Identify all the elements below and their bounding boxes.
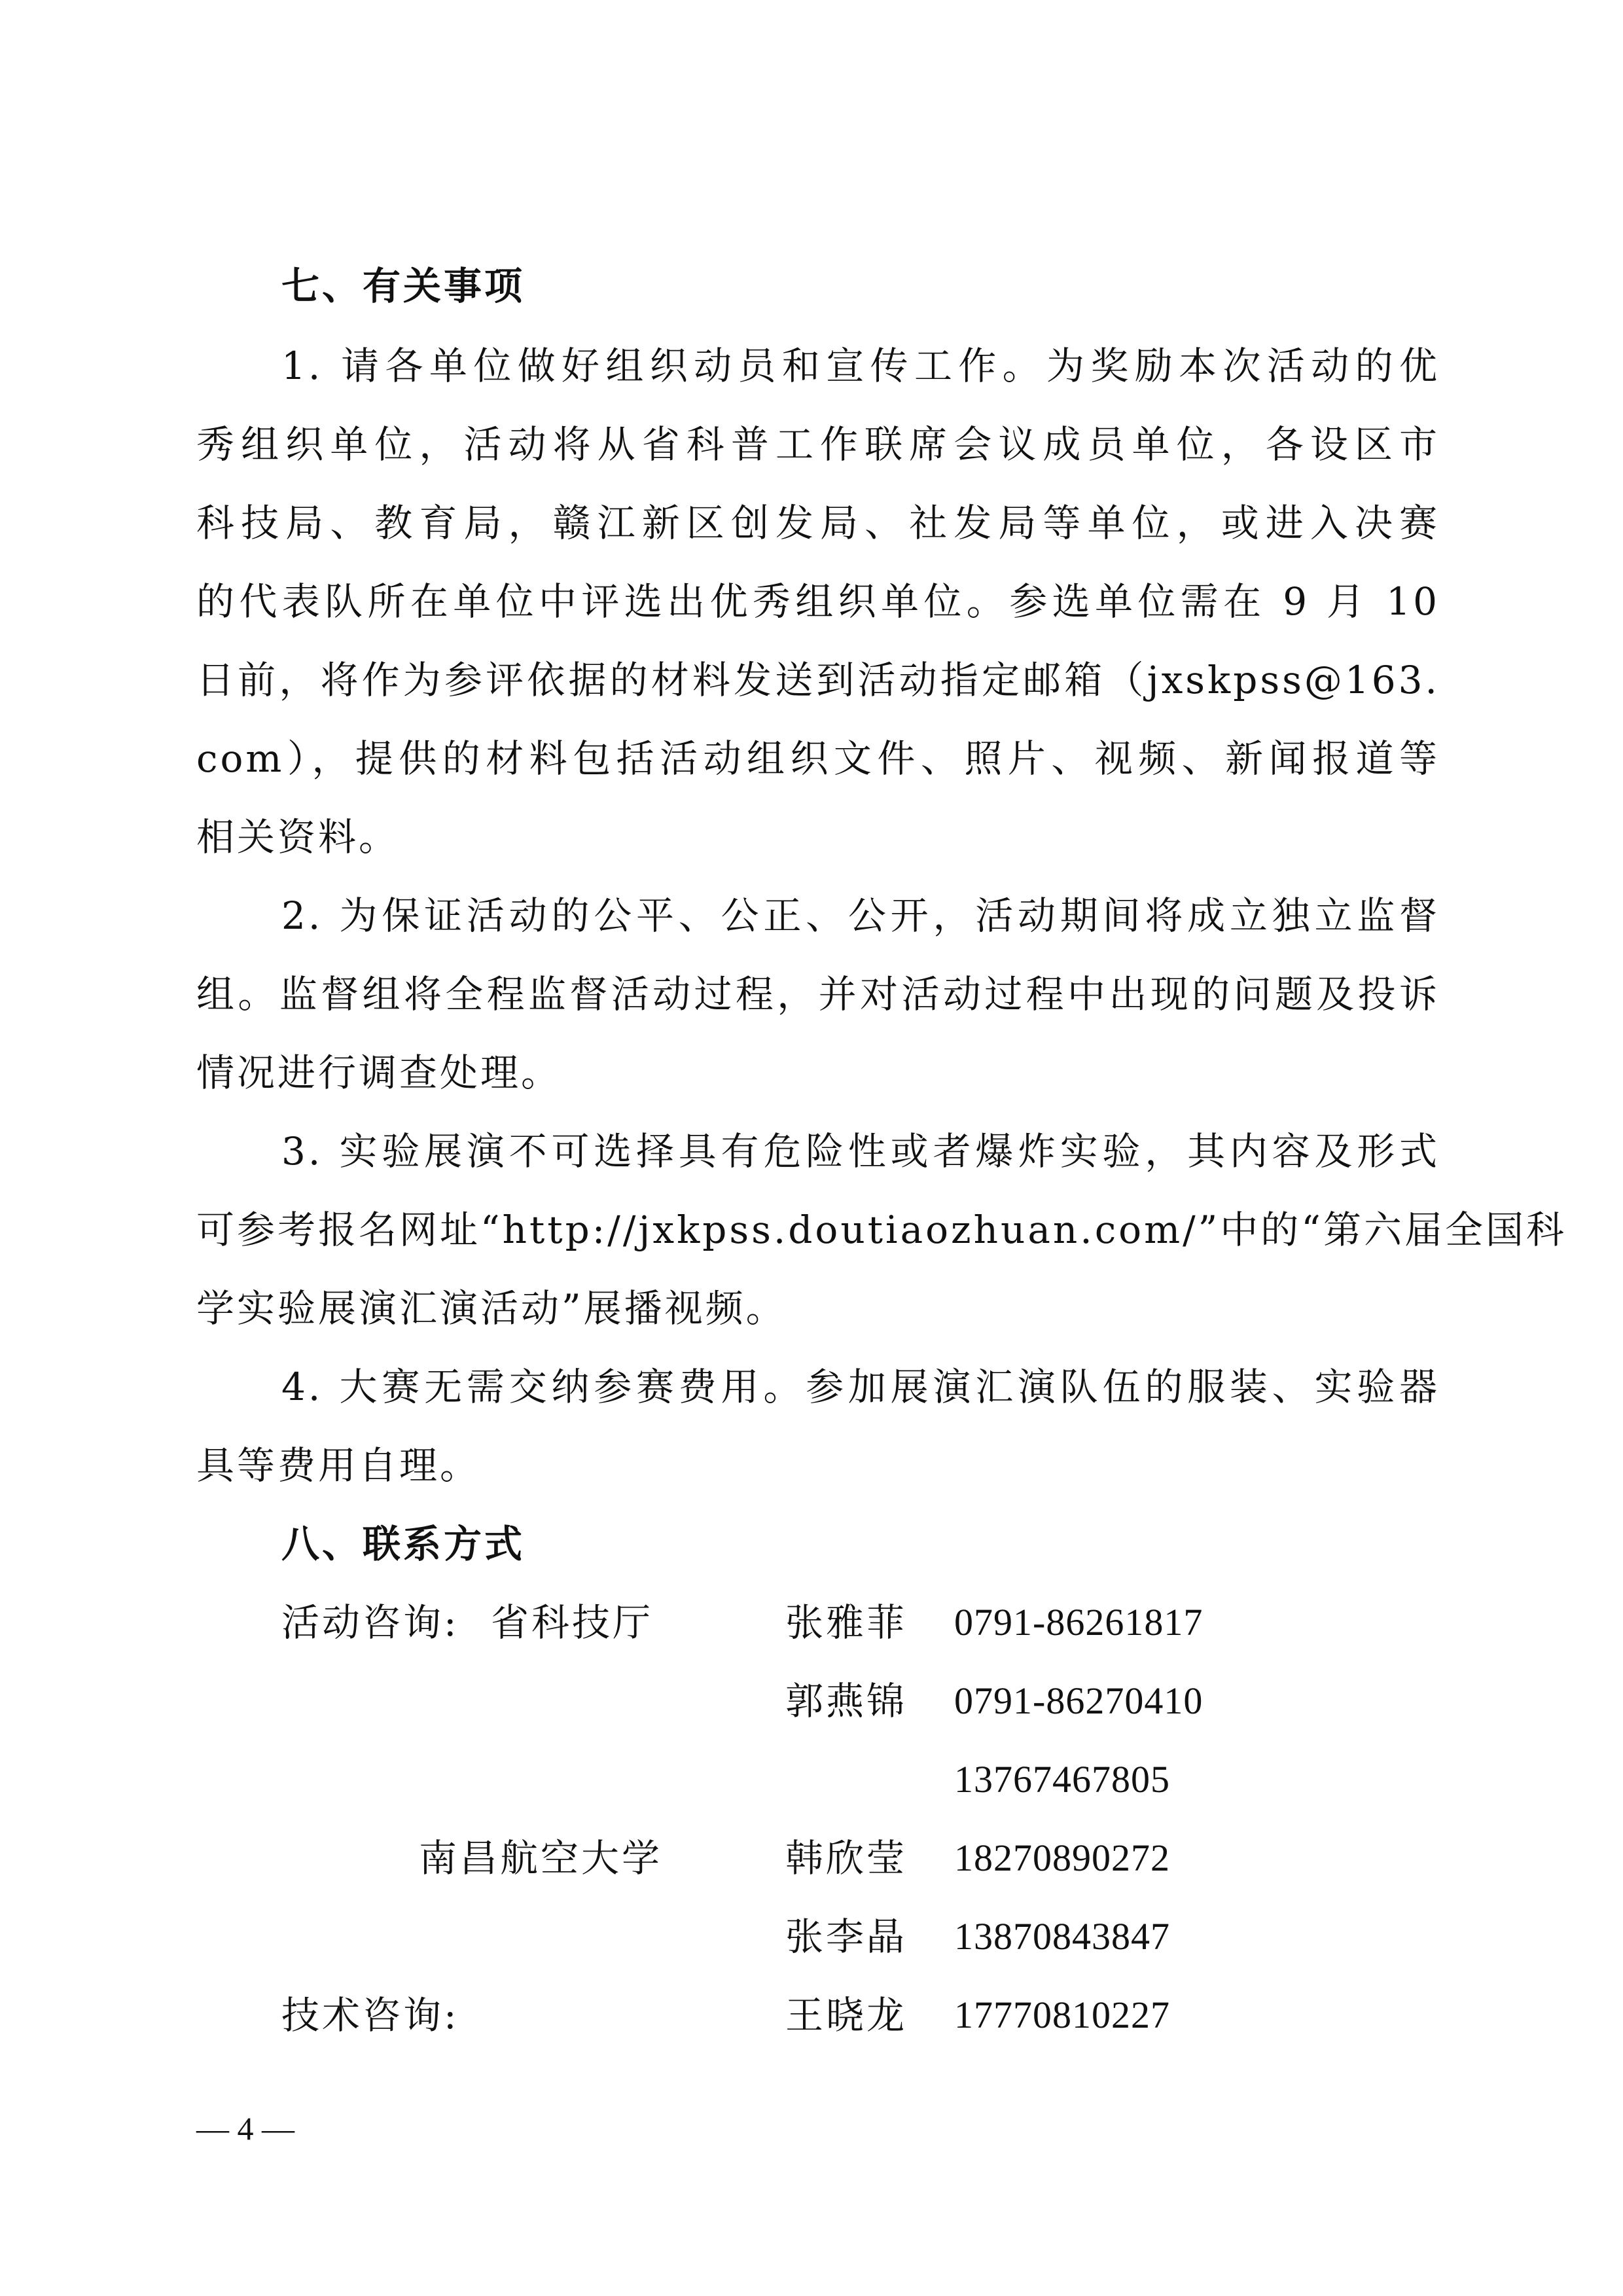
paragraph-line: 科技局、教育局，赣江新区创发局、社发局等单位，或进入决赛 — [196, 501, 1440, 545]
contact-name: 张李晶 — [785, 1914, 908, 1959]
contact-phone: 17770810227 — [954, 1994, 1170, 2036]
contact-name: 张雅菲 — [785, 1600, 908, 1645]
activity-consult-label: 活动咨询: — [281, 1600, 459, 1645]
paragraph-line: 1. 请各单位做好组织动员和宣传工作。为奖励本次活动的优 — [281, 344, 1440, 388]
paragraph-line: 日前，将作为参评依据的材料发送到活动指定邮箱（jxskpss@163. — [196, 658, 1440, 702]
contact-phone: 18270890272 — [954, 1837, 1170, 1879]
paragraph-line: 秀组织单位，活动将从省科普工作联席会议成员单位，各设区市 — [196, 422, 1440, 467]
contact-name: 韩欣莹 — [785, 1836, 908, 1880]
paragraph-line: 3. 实验展演不可选择具有危险性或者爆炸实验，其内容及形式 — [281, 1129, 1440, 1174]
paragraph-line: 组。监督组将全程监督活动过程，并对活动过程中出现的问题及投诉 — [196, 972, 1440, 1016]
contact-name: 王晓龙 — [785, 1993, 908, 2037]
paragraph-line: com），提供的材料包括活动组织文件、照片、视频、新闻报道等 — [196, 736, 1440, 781]
organization-name: 省科技厅 — [491, 1600, 654, 1645]
tech-consult-label: 技术咨询: — [281, 1993, 459, 2037]
paragraph-line: 具等费用自理。 — [196, 1443, 481, 1488]
section-heading: 八、联系方式 — [281, 1522, 526, 1566]
contact-phone: 0791-86261817 — [954, 1601, 1204, 1643]
contact-phone: 13870843847 — [954, 1915, 1170, 1958]
paragraph-line: 可参考报名网址“http://jxkpss.doutiaozhuan.com/”中的“第六届全国科 — [196, 1208, 1567, 1252]
paragraph-line: 情况进行调查处理。 — [196, 1050, 562, 1095]
section-heading: 七、有关事项 — [281, 264, 526, 308]
organization-name: 南昌航空大学 — [419, 1836, 663, 1880]
paragraph-line: 4. 大赛无需交纳参赛费用。参加展演汇演队伍的服装、实验器 — [281, 1365, 1440, 1409]
contact-name: 郭燕锦 — [785, 1679, 908, 1723]
contact-phone: 13767467805 — [954, 1758, 1170, 1801]
contact-phone: 0791-86270410 — [954, 1679, 1204, 1722]
paragraph-line: 相关资料。 — [196, 815, 400, 859]
paragraph-line: 学实验展演汇演活动”展播视频。 — [196, 1286, 787, 1331]
paragraph-line: 的代表队所在单位中评选出优秀组织单位。参选单位需在 9 月 10 — [196, 579, 1440, 624]
paragraph-line: 2. 为保证活动的公平、公正、公开，活动期间将成立独立监督 — [281, 893, 1440, 938]
page-number: — 4 — — [196, 2110, 294, 2147]
